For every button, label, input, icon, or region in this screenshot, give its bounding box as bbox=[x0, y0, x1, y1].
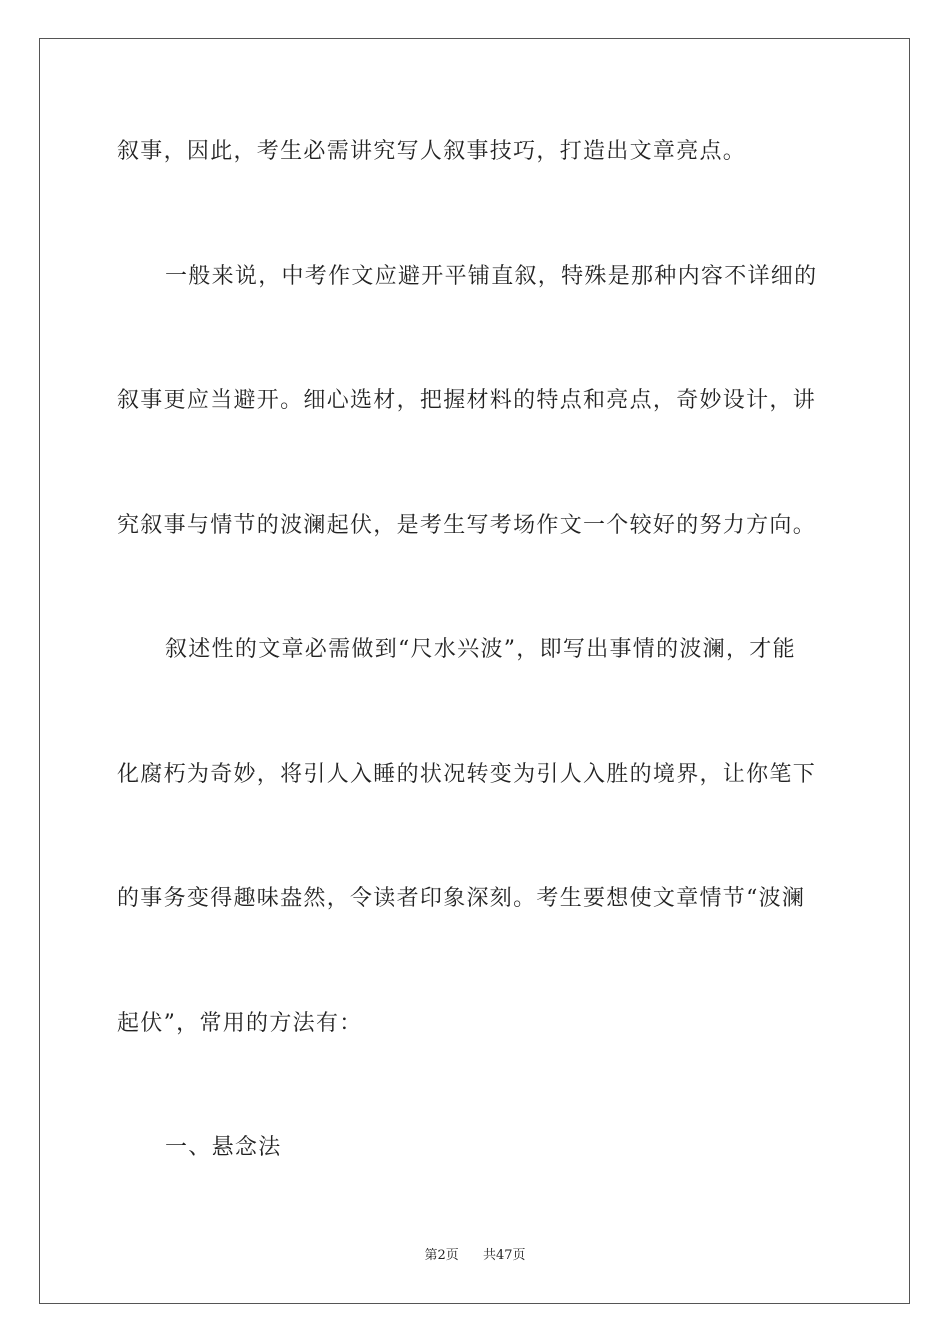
body-line: 的事务变得趣味盎然，令读者印象深刻。考生要想使文章情节“波澜 bbox=[117, 886, 806, 911]
paragraph-start-line: 叙述性的文章必需做到“尺水兴波”，即写出事情的波澜，才能 bbox=[165, 637, 796, 662]
section-heading: 一、悬念法 bbox=[165, 1135, 282, 1160]
body-line: 叙事更应当避开。细心选材，把握材料的特点和亮点，奇妙设计，讲 bbox=[117, 388, 817, 413]
body-line: 叙事，因此，考生必需讲究写人叙事技巧，打造出文章亮点。 bbox=[117, 139, 747, 164]
body-line: 究叙事与情节的波澜起伏，是考生写考场作文一个较好的努力方向。 bbox=[117, 513, 817, 538]
page-border bbox=[39, 38, 910, 1304]
page-footer bbox=[0, 1247, 950, 1265]
paragraph-start-line: 一般来说，中考作文应避开平铺直叙，特殊是那种内容不详细的 bbox=[165, 264, 818, 289]
page-total: 共47页 bbox=[483, 1248, 526, 1263]
page-number: 第2页 bbox=[424, 1248, 459, 1263]
body-line: 化腐朽为奇妙，将引人入睡的状况转变为引人入胜的境界，让你笔下 bbox=[117, 762, 817, 787]
body-line: 起伏”，常用的方法有： bbox=[117, 1011, 363, 1036]
